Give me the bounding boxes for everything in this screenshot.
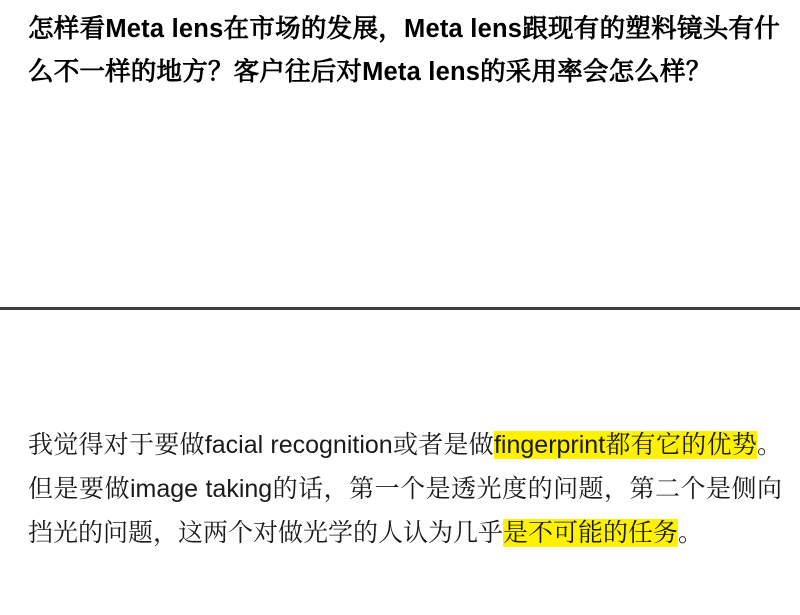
answer-block bbox=[28, 398, 782, 580]
answer-highlight-2: 是不可能的任务 bbox=[503, 519, 679, 547]
question-block bbox=[28, 8, 780, 94]
answer-segment-2: 。但是要做image taking的话，第一个是透光度的问题，第二个是侧向挡光的问题，这两个对做光学的人认为几乎 bbox=[28, 431, 782, 547]
answer-text bbox=[28, 423, 782, 555]
answer-segment-1: 我觉得对于要做facial recognition或者是做 bbox=[28, 431, 494, 459]
answer-highlight-1: fingerprint都有它的优势 bbox=[493, 431, 757, 459]
answer-segment-3: 。 bbox=[678, 519, 704, 547]
section-divider bbox=[0, 307, 800, 310]
question-text: 怎样看Meta lens在市场的发展，Meta lens跟现有的塑料镜头有什么不一样的地方？客户往后对Meta lens的采用率会怎么样？ bbox=[28, 15, 780, 86]
